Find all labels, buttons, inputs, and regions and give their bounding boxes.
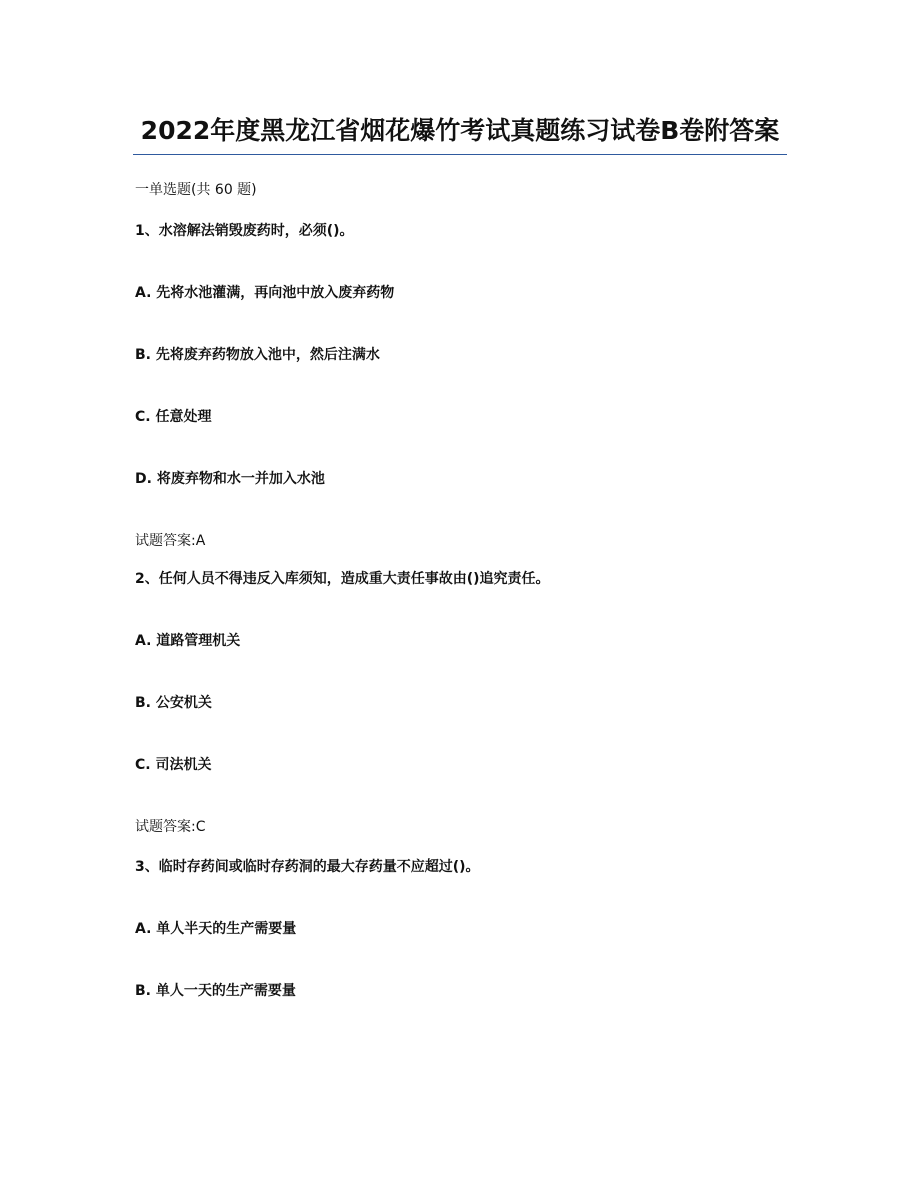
- question-2-stem: 2、任何人员不得违反入库须知，造成重大责任事故由()追究责任。: [135, 571, 550, 587]
- question-1-option-a: A. 先将水池灌满，再向池中放入废弃药物: [135, 285, 395, 301]
- question-3-option-a: A. 单人半天的生产需要量: [135, 921, 297, 937]
- question-3-option-b: B. 单人一天的生产需要量: [135, 983, 296, 999]
- question-2-option-b: B. 公安机关: [135, 695, 212, 711]
- question-2-answer: 试题答案:C: [135, 819, 206, 835]
- question-3-stem: 3、临时存药间或临时存药洞的最大存药量不应超过()。: [135, 859, 480, 875]
- question-2-option-a: A. 道路管理机关: [135, 633, 241, 649]
- question-1-option-b: B. 先将废弃药物放入池中，然后注满水: [135, 347, 380, 363]
- title-underline: [133, 154, 787, 155]
- question-1-option-d: D. 将废弃物和水一并加入水池: [135, 471, 325, 487]
- document-title: 2022年度黑龙江省烟花爆竹考试真题练习试卷B卷附答案: [140, 116, 780, 145]
- question-1-stem: 1、水溶解法销毁废药时，必须()。: [135, 223, 354, 239]
- question-1-option-c: C. 任意处理: [135, 409, 212, 425]
- section-heading: 一单选题(共 60 题): [135, 182, 257, 198]
- question-1-answer: 试题答案:A: [135, 533, 206, 549]
- question-2-option-c: C. 司法机关: [135, 757, 212, 773]
